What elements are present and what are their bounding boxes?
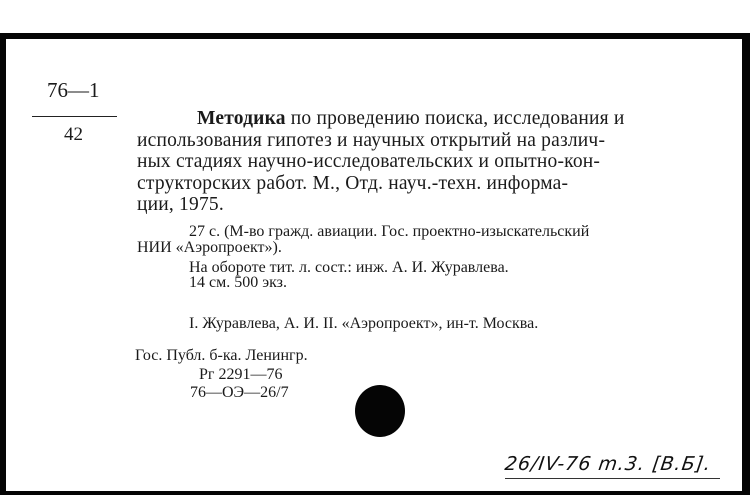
title-line-3: ных стадиях научно-исследовательских и опытно-кон- bbox=[137, 151, 601, 172]
ink-blot bbox=[355, 385, 405, 437]
title-line-5: ции, 1975. bbox=[137, 194, 224, 215]
verso-note: На обороте тит. л. сост.: инж. А. И. Журавлева. bbox=[189, 259, 509, 276]
call-number-2: 76—ОЭ—26/7 bbox=[190, 384, 289, 401]
call-number-1: Рг 2291—76 bbox=[199, 366, 283, 383]
right-border bbox=[742, 33, 750, 495]
tracing-line: I. Журавлева, А. И. II. «Аэропроект», ин-т. Москва. bbox=[189, 315, 539, 332]
top-margin bbox=[0, 0, 750, 33]
library-line: Гос. Публ. б-ка. Ленингр. bbox=[135, 347, 308, 364]
handwritten-underline bbox=[505, 478, 720, 479]
handwritten-note: 26/IV-76 m.3. [В.Б]. bbox=[503, 453, 713, 475]
format-line: 14 см. 500 экз. bbox=[189, 274, 287, 291]
pages-line-2: НИИ «Аэропроект»). bbox=[137, 239, 282, 256]
title-line-4: структорских работ. М., Отд. науч.-техн. информа- bbox=[137, 173, 569, 194]
shelfmark-top: 76—1 bbox=[47, 78, 100, 102]
top-border bbox=[0, 33, 750, 39]
shelfmark-divider bbox=[32, 116, 117, 117]
title-rest: по проведению поиска, исследования и bbox=[285, 108, 625, 129]
pages-line: 27 с. (М-во гражд. авиации. Гос. проектно-изыскательский bbox=[189, 223, 590, 240]
bottom-border bbox=[0, 491, 750, 495]
title-line-2: использования гипотез и научных открытий на различ- bbox=[137, 130, 606, 151]
title-line-1 bbox=[197, 108, 625, 130]
title-bold: Методика bbox=[197, 108, 286, 129]
shelfmark-bottom: 42 bbox=[64, 124, 83, 145]
left-border bbox=[0, 33, 6, 495]
